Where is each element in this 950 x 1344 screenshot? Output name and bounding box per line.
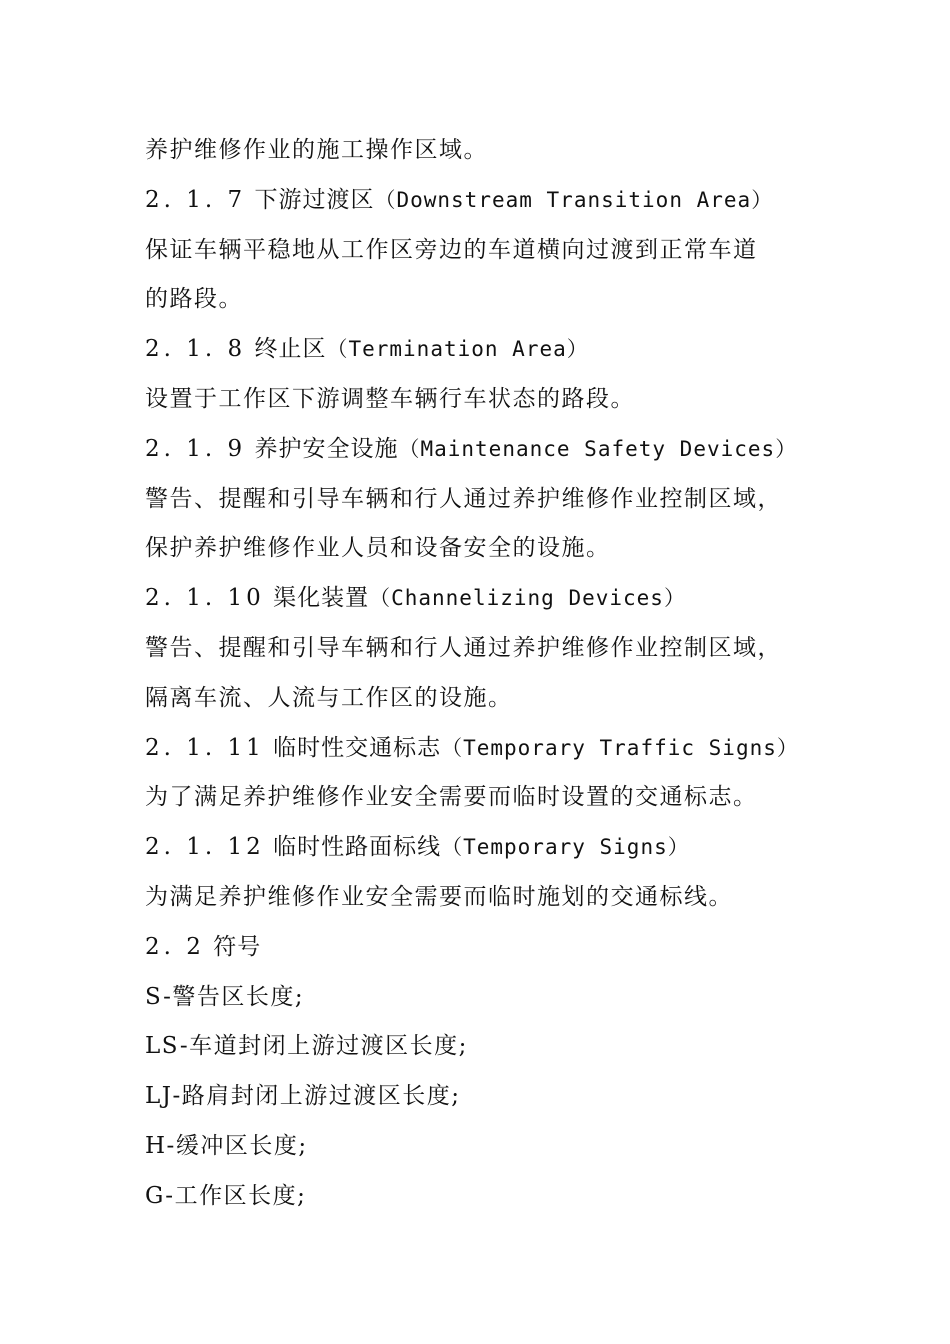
section-heading-2-1-10 <box>145 574 845 624</box>
section-title-zh: 临时性交通标志 <box>273 734 442 761</box>
section-number: 2. 1. 11 <box>145 734 265 761</box>
body-text-line: 的路段。 <box>145 286 243 313</box>
symbol-definition: S-警告区长度; <box>145 983 305 1010</box>
section-number: 2. 1. 12 <box>145 834 265 861</box>
section-heading-2-1-11 <box>145 724 845 774</box>
section-heading-2-1-7 <box>145 176 845 226</box>
body-text-line: 警告、提醒和引导车辆和行人通过养护维修作业控制区域， <box>145 485 782 512</box>
section-title-zh: 渠化装置 <box>273 585 370 612</box>
body-text-line: 养护维修作业的施工操作区域。 <box>145 137 488 163</box>
section-title-en: （Downstream Transition Area） <box>374 187 774 212</box>
section-title-zh: 养护安全设施 <box>254 435 399 462</box>
body-text-line: 设置于工作区下游调整车辆行车状态的路段。 <box>145 385 635 412</box>
section-title-en: （Termination Area） <box>326 337 589 362</box>
section-title-en: （Temporary Traffic Signs） <box>441 735 799 760</box>
section-title-zh: 临时性路面标线 <box>273 834 442 861</box>
section-heading-2-1-12 <box>145 823 845 873</box>
document-page <box>145 126 845 1222</box>
section-title-en: （Temporary Signs） <box>441 835 690 860</box>
section-number: 2. 2 <box>145 933 205 960</box>
section-heading-2-1-8 <box>145 325 845 375</box>
section-number: 2. 1. 10 <box>145 585 265 612</box>
section-number: 2. 1. 8 <box>145 336 247 363</box>
symbol-definition: LJ-路肩封闭上游过渡区长度; <box>145 1083 461 1110</box>
symbol-definition: G-工作区长度; <box>145 1182 307 1209</box>
section-heading-2-2 <box>145 923 845 973</box>
body-text-line: 保证车辆平稳地从工作区旁边的车道横向过渡到正常车道 <box>145 236 758 263</box>
body-text-line: 警告、提醒和引导车辆和行人通过养护维修作业控制区域， <box>145 634 782 661</box>
section-heading-2-1-9 <box>145 425 845 475</box>
section-title-zh: 下游过渡区 <box>254 186 375 213</box>
section-title-en: （Maintenance Safety Devices） <box>398 436 798 461</box>
section-title-en: （Channelizing Devices） <box>369 586 686 611</box>
section-title-zh: 符号 <box>213 933 262 960</box>
body-text-line: 保护养护维修作业人员和设备安全的设施。 <box>145 535 611 562</box>
symbol-definition: H-缓冲区长度; <box>145 1132 308 1159</box>
section-number: 2. 1. 9 <box>145 435 247 462</box>
body-text-line: 为了满足养护维修作业安全需要而临时设置的交通标志。 <box>145 784 758 811</box>
section-number: 2. 1. 7 <box>145 186 247 213</box>
body-text-line: 隔离车流、人流与工作区的设施。 <box>145 684 513 711</box>
body-text-line: 为满足养护维修作业安全需要而临时施划的交通标线。 <box>145 883 733 910</box>
symbol-definition: LS-车道封闭上游过渡区长度; <box>145 1033 468 1060</box>
section-title-zh: 终止区 <box>254 336 327 363</box>
